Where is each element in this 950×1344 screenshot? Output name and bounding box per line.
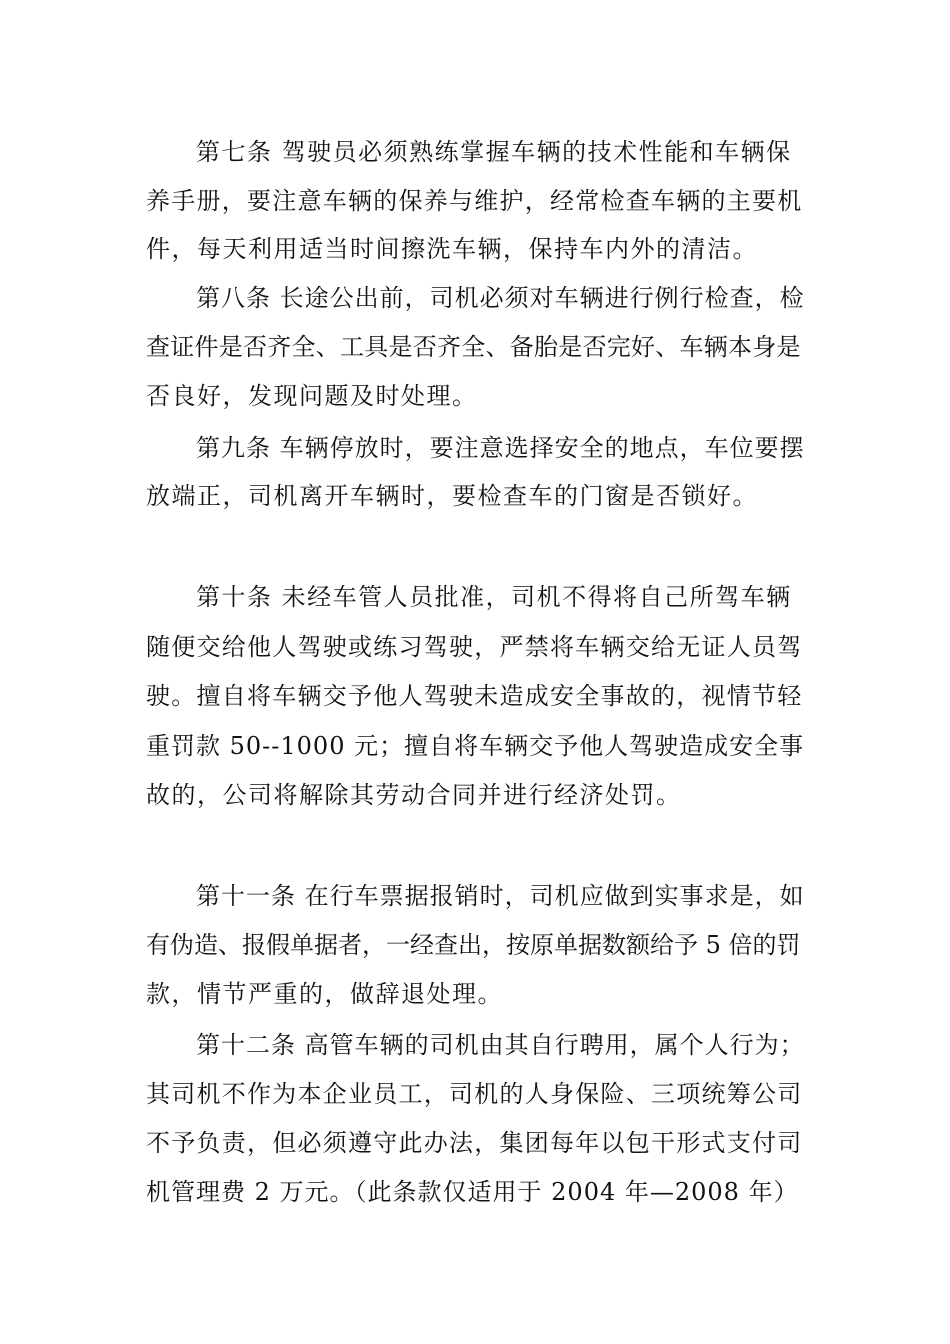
article-11-line-2: 有伪造、报假单据者，一经查出，按原单据数额给予 5 倍的罚 xyxy=(146,931,801,959)
article-10-line-1: 第十条 未经车管人员批准，司机不得将自己所驾车辆 xyxy=(196,583,792,611)
article-7-line-1: 第七条 驾驶员必须熟练掌握车辆的技术性能和车辆保 xyxy=(196,138,792,166)
article-12-line-4: 机管理费 2 万元。（此条款仅适用于 2004 年—2008 年） xyxy=(146,1178,799,1206)
article-9-line-2: 放端正，司机离开车辆时，要检查车的门窗是否锁好。 xyxy=(146,482,758,510)
article-12-line-1: 第十二条 高管车辆的司机由其自行聘用，属个人行为； xyxy=(196,1031,805,1059)
article-8-line-3: 否良好，发现问题及时处理。 xyxy=(146,382,478,410)
article-9-line-1: 第九条 车辆停放时，要注意选择安全的地点，车位要摆 xyxy=(196,434,805,462)
article-11-line-3: 款，情节严重的，做辞退处理。 xyxy=(146,980,503,1008)
article-12-line-3: 不予负责，但必须遵守此办法，集团每年以包干形式支付司 xyxy=(146,1129,803,1157)
article-8-line-1: 第八条 长途公出前，司机必须对车辆进行例行检查，检 xyxy=(196,284,805,312)
article-12-line-2: 其司机不作为本企业员工，司机的人身保险、三项统筹公司 xyxy=(146,1080,803,1108)
article-10-line-4: 重罚款 50--1000 元；擅自将车辆交予他人驾驶造成安全事 xyxy=(146,732,805,760)
article-10-line-2: 随便交给他人驾驶或练习驾驶，严禁将车辆交给无证人员驾 xyxy=(146,633,803,661)
article-7-line-3: 件，每天利用适当时间擦洗车辆，保持车内外的清洁。 xyxy=(146,235,758,263)
article-8-line-2: 查证件是否齐全、工具是否齐全、备胎是否完好、车辆本身是 xyxy=(146,333,801,361)
article-10-line-5: 故的，公司将解除其劳动合同并进行经济处罚。 xyxy=(146,781,682,809)
article-11-line-1: 第十一条 在行车票据报销时，司机应做到实事求是，如 xyxy=(196,882,805,910)
article-7-line-2: 养手册，要注意车辆的保养与维护，经常检查车辆的主要机 xyxy=(146,187,803,215)
article-10-line-3: 驶。擅自将车辆交予他人驾驶未造成安全事故的，视情节轻 xyxy=(146,682,803,710)
